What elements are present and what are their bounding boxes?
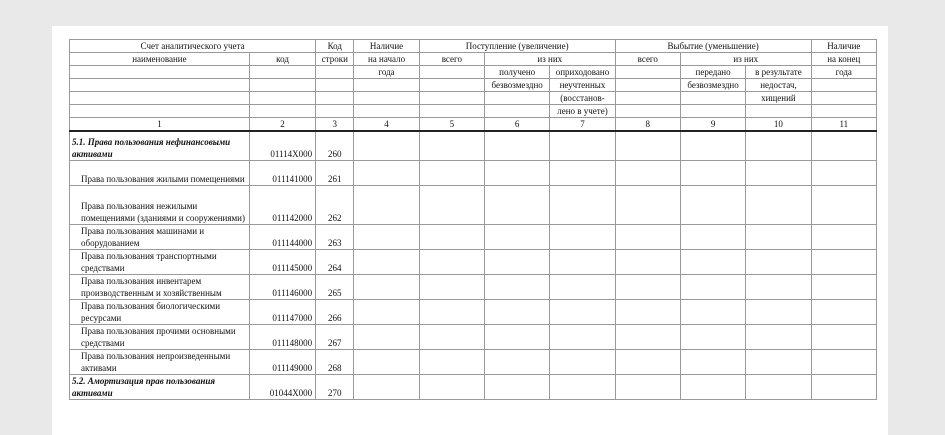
header-received-free-2: безвозмездно: [485, 79, 550, 92]
value-cell[interactable]: [485, 374, 550, 399]
value-cell[interactable]: [550, 374, 615, 399]
value-cell[interactable]: [811, 299, 876, 324]
value-cell[interactable]: [354, 160, 419, 185]
value-cell[interactable]: [746, 131, 811, 160]
value-cell[interactable]: [615, 224, 680, 249]
value-cell[interactable]: [615, 131, 680, 160]
value-cell[interactable]: [550, 349, 615, 374]
value-cell[interactable]: [354, 185, 419, 224]
column-number: 10: [746, 118, 811, 132]
header-row-5: [70, 92, 877, 105]
column-number: 2: [249, 118, 315, 132]
value-cell[interactable]: [354, 131, 419, 160]
header-disposal-total: всего: [615, 53, 680, 66]
value-cell[interactable]: [550, 274, 615, 299]
section-row: [70, 374, 877, 399]
row-name: Права пользования непроизведенными активами: [70, 349, 250, 374]
value-cell[interactable]: [680, 324, 745, 349]
header-start: Наличие: [354, 40, 419, 53]
value-cell[interactable]: [354, 324, 419, 349]
header-account: Счет аналитического учета: [70, 40, 316, 53]
header-row-4: [70, 79, 877, 92]
header-row-1: [70, 40, 877, 53]
header-receipt: Поступление (увеличение): [419, 40, 615, 53]
value-cell[interactable]: [746, 374, 811, 399]
header-received-free: получено: [485, 66, 550, 79]
value-cell[interactable]: [419, 374, 484, 399]
value-cell[interactable]: [550, 249, 615, 274]
value-cell[interactable]: [550, 299, 615, 324]
value-cell[interactable]: [419, 274, 484, 299]
row-line-code: 261: [316, 160, 354, 185]
row-code: 011149000: [249, 349, 315, 374]
row-code: 011144000: [249, 224, 315, 249]
value-cell[interactable]: [550, 131, 615, 160]
value-cell[interactable]: [811, 374, 876, 399]
header-unaccounted-2: неучтенных: [550, 79, 615, 92]
value-cell[interactable]: [419, 160, 484, 185]
column-number: 6: [485, 118, 550, 132]
value-cell[interactable]: [680, 160, 745, 185]
row-code: 011147000: [249, 299, 315, 324]
column-number: 11: [811, 118, 876, 132]
row-code: 011148000: [249, 324, 315, 349]
value-cell[interactable]: [485, 249, 550, 274]
header-row-3: [70, 66, 877, 79]
value-cell[interactable]: [746, 324, 811, 349]
row-name: Права пользования машинами и оборудованием: [70, 224, 250, 249]
value-cell[interactable]: [811, 324, 876, 349]
row-name: Права пользования транспортными средствами: [70, 249, 250, 274]
row-line-code: 267: [316, 324, 354, 349]
value-cell[interactable]: [419, 299, 484, 324]
header-unaccounted-4: лено в учете): [550, 105, 615, 118]
value-cell[interactable]: [615, 249, 680, 274]
value-cell[interactable]: [680, 224, 745, 249]
section-row: [70, 131, 877, 160]
row-code: 01114X000: [249, 131, 315, 160]
value-cell[interactable]: [615, 160, 680, 185]
row-line-code: 266: [316, 299, 354, 324]
value-cell[interactable]: [485, 299, 550, 324]
value-cell[interactable]: [550, 160, 615, 185]
value-cell[interactable]: [746, 249, 811, 274]
value-cell[interactable]: [354, 224, 419, 249]
value-cell[interactable]: [485, 324, 550, 349]
row-name: Права пользования инвентарем производственным и хозяйственным: [70, 274, 250, 299]
value-cell[interactable]: [811, 185, 876, 224]
row-line-code: 265: [316, 274, 354, 299]
header-row-6: [70, 105, 877, 118]
value-cell[interactable]: [485, 349, 550, 374]
row-code: 011145000: [249, 249, 315, 274]
row-line-code: 262: [316, 185, 354, 224]
header-transferred-free-2: безвозмездно: [680, 79, 745, 92]
value-cell[interactable]: [419, 185, 484, 224]
header-shortage-3: хищений: [746, 92, 811, 105]
value-cell[interactable]: [354, 349, 419, 374]
header-transferred-free: передано: [680, 66, 745, 79]
header-disposal: Выбытие (уменьшение): [615, 40, 811, 53]
header-line-code: Код: [316, 40, 354, 53]
value-cell[interactable]: [615, 274, 680, 299]
header-start-2: на начало: [354, 53, 419, 66]
table-row: [70, 274, 877, 299]
row-line-code: 268: [316, 349, 354, 374]
header-code: код: [249, 53, 315, 66]
value-cell[interactable]: [485, 160, 550, 185]
analytic-account-table: [69, 39, 877, 400]
value-cell[interactable]: [811, 131, 876, 160]
value-cell[interactable]: [419, 131, 484, 160]
value-cell[interactable]: [746, 185, 811, 224]
row-code: 01044X000: [249, 374, 315, 399]
column-number: 1: [70, 118, 250, 132]
value-cell[interactable]: [615, 324, 680, 349]
value-cell[interactable]: [550, 224, 615, 249]
row-code: 011141000: [249, 160, 315, 185]
value-cell[interactable]: [354, 299, 419, 324]
value-cell[interactable]: [746, 299, 811, 324]
value-cell[interactable]: [746, 349, 811, 374]
column-numbers-row: [70, 118, 877, 132]
table-row: [70, 160, 877, 185]
row-name: 5.1. Права пользования нефинансовыми активами: [70, 131, 250, 160]
value-cell[interactable]: [680, 349, 745, 374]
value-cell[interactable]: [354, 374, 419, 399]
value-cell[interactable]: [550, 324, 615, 349]
value-cell[interactable]: [354, 249, 419, 274]
row-name: Права пользования прочими основными средствами: [70, 324, 250, 349]
header-receipt-of-which: из них: [485, 53, 616, 66]
table-row: [70, 299, 877, 324]
value-cell[interactable]: [615, 299, 680, 324]
header-receipt-total: всего: [419, 53, 484, 66]
value-cell[interactable]: [419, 249, 484, 274]
value-cell[interactable]: [811, 249, 876, 274]
value-cell[interactable]: [811, 349, 876, 374]
header-disposal-of-which: из них: [680, 53, 811, 66]
value-cell[interactable]: [615, 349, 680, 374]
header-name: наименование: [70, 53, 250, 66]
value-cell[interactable]: [746, 160, 811, 185]
row-line-code: 260: [316, 131, 354, 160]
header-start-3: года: [354, 66, 419, 79]
value-cell[interactable]: [746, 224, 811, 249]
value-cell[interactable]: [680, 299, 745, 324]
column-number: 8: [615, 118, 680, 132]
value-cell[interactable]: [419, 349, 484, 374]
row-line-code: 263: [316, 224, 354, 249]
value-cell[interactable]: [811, 224, 876, 249]
row-name: Права пользования нежилыми помещениями (зданиями и сооружениями): [70, 185, 250, 224]
report-sheet: [52, 26, 888, 435]
value-cell[interactable]: [550, 185, 615, 224]
row-line-code: 270: [316, 374, 354, 399]
table-row: [70, 349, 877, 374]
column-number: 5: [419, 118, 484, 132]
header-shortage-2: недостач,: [746, 79, 811, 92]
header-unaccounted: оприходовано: [550, 66, 615, 79]
value-cell[interactable]: [746, 274, 811, 299]
header-end-2: на конец: [811, 53, 876, 66]
row-code: 011142000: [249, 185, 315, 224]
value-cell[interactable]: [485, 131, 550, 160]
value-cell[interactable]: [354, 274, 419, 299]
row-code: 011146000: [249, 274, 315, 299]
column-number: 3: [316, 118, 354, 132]
table-row: [70, 249, 877, 274]
header-line-code-2: строки: [316, 53, 354, 66]
column-number: 9: [680, 118, 745, 132]
header-shortage: в результате: [746, 66, 811, 79]
column-number: 7: [550, 118, 615, 132]
header-end-3: года: [811, 66, 876, 79]
value-cell[interactable]: [811, 274, 876, 299]
value-cell[interactable]: [485, 274, 550, 299]
header-unaccounted-3: (восстанов-: [550, 92, 615, 105]
table-row: [70, 324, 877, 349]
header-end: Наличие: [811, 40, 876, 53]
header-row-2: [70, 53, 877, 66]
value-cell[interactable]: [615, 185, 680, 224]
value-cell[interactable]: [419, 324, 484, 349]
value-cell[interactable]: [680, 131, 745, 160]
value-cell[interactable]: [680, 374, 745, 399]
value-cell[interactable]: [680, 249, 745, 274]
value-cell[interactable]: [485, 224, 550, 249]
row-name: Права пользования биологическими ресурсами: [70, 299, 250, 324]
column-number: 4: [354, 118, 419, 132]
row-name: 5.2. Амортизация прав пользования активами: [70, 374, 250, 399]
table-row: [70, 224, 877, 249]
value-cell[interactable]: [419, 224, 484, 249]
value-cell[interactable]: [615, 374, 680, 399]
table-row: [70, 185, 877, 224]
value-cell[interactable]: [485, 185, 550, 224]
row-line-code: 264: [316, 249, 354, 274]
value-cell[interactable]: [811, 160, 876, 185]
value-cell[interactable]: [680, 274, 745, 299]
row-name: Права пользования жилыми помещениями: [70, 160, 250, 185]
value-cell[interactable]: [680, 185, 745, 224]
